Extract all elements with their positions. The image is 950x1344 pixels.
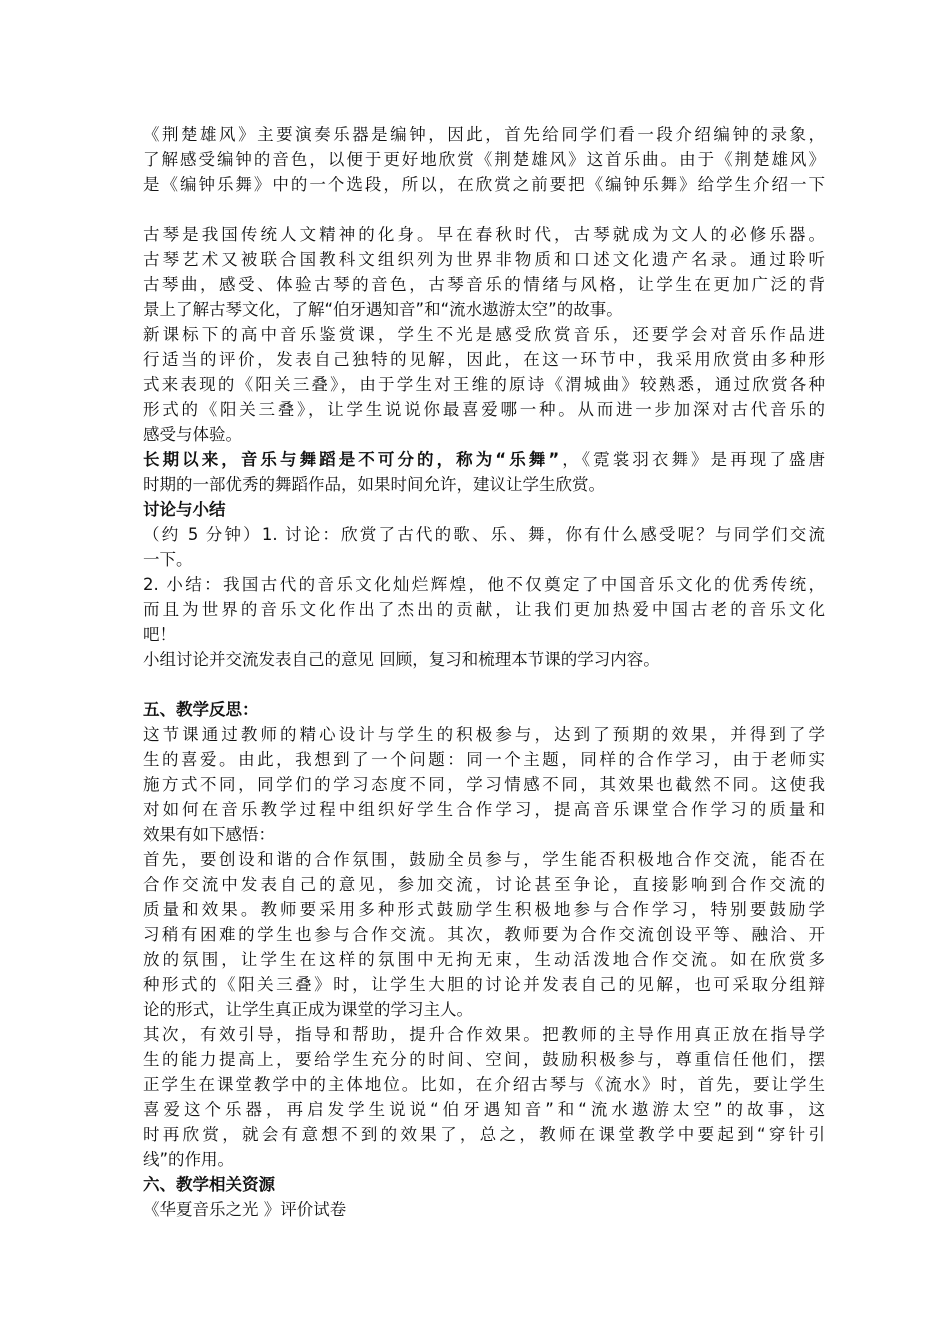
text-segment: 线”的作用。 — [143, 1150, 235, 1169]
bold-text: 讨论与小结 — [143, 500, 226, 519]
text-line — [143, 922, 825, 947]
text-segment: 首先，要创设和谐的合作氛围，鼓励全员参与，学生能否积极地合作交流，能否在 — [143, 850, 825, 869]
text-segment: 时再欣赏，就会有意想不到的效果了，总之，教师在课堂教学中要起到“穿针引 — [143, 1125, 825, 1144]
text-segment: 对如何在音乐教学过程中组织好学生合作学习，提高音乐课堂合作学习的质量和 — [143, 800, 825, 819]
text-segment: 质量和效果。教师要采用多种形式鼓励学生积极地参与合作学习，特别要鼓励学 — [143, 900, 825, 919]
text-line — [143, 422, 825, 447]
text-line — [143, 597, 825, 622]
text-line — [143, 1197, 825, 1222]
text-line — [143, 172, 825, 197]
text-segment: 一下。 — [143, 550, 193, 569]
text-line — [143, 1147, 825, 1172]
text-line — [143, 772, 825, 797]
text-segment: 生的能力提高上，要给学生充分的时间、空间，鼓励积极参与，尊重信任他们，摆 — [143, 1050, 825, 1069]
text-segment: 形式的《阳关三叠》，让学生说说你最喜爱哪一种。从而进一步加深对古代音乐的 — [143, 400, 825, 419]
text-line — [143, 297, 825, 322]
text-line — [143, 972, 825, 997]
text-line — [143, 572, 825, 597]
text-segment: 古琴曲，感受、体验古琴的音色，古琴音乐的情绪与风格，让学生在更加广泛的背 — [143, 275, 825, 294]
text-segment: 喜爱这个乐器，再启发学生说说“伯牙遇知音”和“流水遨游太空”的故事，这 — [143, 1100, 825, 1119]
text-line — [143, 347, 825, 372]
text-line — [143, 547, 825, 572]
text-segment: 种形式的《阳关三叠》时，让学生大胆的讨论并发表自己的见解，也可采取分组辩 — [143, 975, 825, 994]
text-line — [143, 497, 825, 522]
text-line — [143, 122, 825, 147]
text-segment: 而且为世界的音乐文化作出了杰出的贡献，让我们更加热爱中国古老的音乐文化 — [143, 600, 825, 619]
text-line — [143, 472, 825, 497]
bold-text: 六、教学相关资源 — [143, 1175, 275, 1194]
text-line — [143, 1047, 825, 1072]
text-segment: 这节课通过教师的精心设计与学生的积极参与，达到了预期的效果，并得到了学 — [143, 725, 825, 744]
blank-line — [143, 197, 825, 222]
text-segment: 古琴艺术又被联合国教科文组织列为世界非物质和口述文化遗产名录。通过聆听 — [143, 250, 825, 269]
text-segment: 了解感受编钟的音色，以便于更好地欣赏《荆楚雄风》这首乐曲。由于《荆楚雄风》 — [143, 150, 825, 169]
text-segment: 论的形式，让学生真正成为课堂的学习主人。 — [143, 1000, 473, 1019]
text-line — [143, 1172, 825, 1197]
text-line — [143, 822, 825, 847]
text-segment: 2. 小结：我国古代的音乐文化灿烂辉煌，他不仅奠定了中国音乐文化的优秀传统， — [143, 575, 825, 594]
text-line — [143, 947, 825, 972]
text-segment: 感受与体验。 — [143, 425, 242, 444]
text-line — [143, 397, 825, 422]
text-line — [143, 322, 825, 347]
text-segment: 行适当的评价，发表自己独特的见解，因此，在这一环节中，我采用欣赏由多种形 — [143, 350, 825, 369]
bold-text: 长期以来，音乐与舞蹈是不可分的，称为“乐舞” — [143, 450, 560, 469]
text-line — [143, 622, 825, 647]
text-segment: 小组讨论并交流发表自己的意见 回顾，复习和梳理本节课的学习内容。 — [143, 650, 660, 669]
text-segment: 其次，有效引导，指导和帮助，提升合作效果。把教师的主导作用真正放在指导学 — [143, 1025, 825, 1044]
bold-text: 五、教学反思： — [143, 700, 259, 719]
text-line — [143, 447, 825, 472]
text-segment: 效果有如下感悟： — [143, 825, 275, 844]
text-line — [143, 997, 825, 1022]
text-segment: 施方式不同，同学们的学习态度不同，学习情感不同，其效果也截然不同。这使我 — [143, 775, 825, 794]
text-line — [143, 522, 825, 547]
text-line — [143, 722, 825, 747]
text-line — [143, 797, 825, 822]
text-segment: 景上了解古琴文化，了解“伯牙遇知音”和“流水遨游太空”的故事。 — [143, 300, 623, 319]
text-segment: 《华夏音乐之光 》评价试卷 — [143, 1200, 347, 1219]
text-line — [143, 847, 825, 872]
text-line — [143, 247, 825, 272]
text-line — [143, 647, 825, 672]
text-segment: 时期的一部优秀的舞蹈作品，如果时间允许，建议让学生欣赏。 — [143, 475, 605, 494]
text-segment: 放的氛围，让学生在这样的氛围中无拘无束，生动活泼地合作交流。如在欣赏多 — [143, 950, 825, 969]
text-line — [143, 272, 825, 297]
blank-line — [143, 672, 825, 697]
text-line — [143, 1072, 825, 1097]
text-segment: 式来表现的《阳关三叠》，由于学生对王维的原诗《渭城曲》较熟悉，通过欣赏各种 — [143, 375, 825, 394]
document-body — [143, 122, 825, 1222]
text-segment: 习稍有困难的学生也参与合作交流。其次，教师要为合作交流创设平等、融洽、开 — [143, 925, 825, 944]
text-line — [143, 1097, 825, 1122]
text-segment: 吧！ — [143, 625, 176, 644]
text-line — [143, 1122, 825, 1147]
text-segment: 《荆楚雄风》主要演奏乐器是编钟，因此，首先给同学们看一段介绍编钟的录象， — [143, 125, 825, 144]
text-segment: 正学生在课堂教学中的主体地位。比如，在介绍古琴与《流水》时，首先，要让学生 — [143, 1075, 825, 1094]
text-segment: （约 5 分钟）1. 讨论：欣赏了古代的歌、乐、舞，你有什么感受呢？与同学们交流 — [143, 525, 825, 544]
text-segment: 古琴是我国传统人文精神的化身。早在春秋时代，古琴就成为文人的必修乐器。 — [143, 225, 825, 244]
text-line — [143, 372, 825, 397]
text-segment: 合作交流中发表自己的意见，参加交流，讨论甚至争论，直接影响到合作交流的 — [143, 875, 825, 894]
text-segment: 新课标下的高中音乐鉴赏课，学生不光是感受欣赏音乐，还要学会对音乐作品进 — [143, 325, 825, 344]
text-line — [143, 697, 825, 722]
text-line — [143, 147, 825, 172]
text-segment: ，《霓裳羽衣舞》是再现了盛唐 — [559, 450, 825, 469]
text-line — [143, 1022, 825, 1047]
text-segment: 是《编钟乐舞》中的一个选段，所以，在欣赏之前要把《编钟乐舞》给学生介绍一下 — [143, 175, 825, 194]
text-line — [143, 222, 825, 247]
text-line — [143, 747, 825, 772]
text-line — [143, 897, 825, 922]
text-segment: 生的喜爱。由此，我想到了一个问题：同一个主题，同样的合作学习，由于老师实 — [143, 750, 825, 769]
text-line — [143, 872, 825, 897]
